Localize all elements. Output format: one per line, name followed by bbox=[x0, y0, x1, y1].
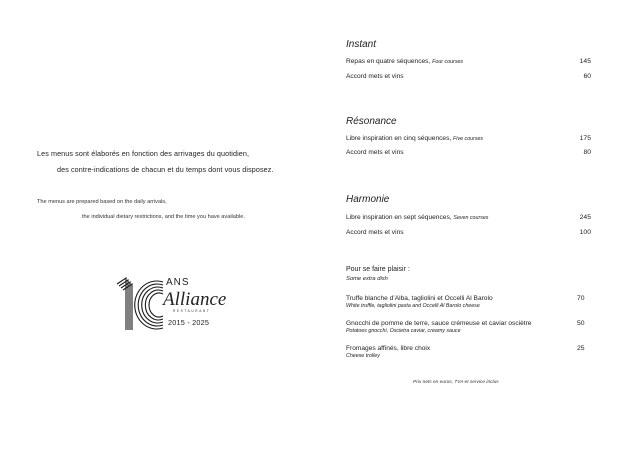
intro-fr-line-2: des contre-indications de chacun et du temps dont vous disposez. bbox=[57, 165, 274, 174]
intro-fr-line-1: Les menus sont élaborés en fonction des arrivages du quotidien, bbox=[37, 149, 250, 158]
extra-dish bbox=[346, 295, 566, 309]
price-footnote: Prix nets en euros, TVA et service inclus bbox=[413, 380, 499, 385]
dish-price: 50 bbox=[577, 320, 585, 327]
extra-dish bbox=[346, 320, 566, 334]
dish-label: Fromages affinés, libre choix bbox=[346, 345, 431, 352]
row-label-en: Five courses bbox=[453, 136, 484, 142]
menu-row bbox=[346, 58, 591, 68]
menu-title-instant: Instant bbox=[346, 39, 377, 50]
extra-title: Pour se faire plaisir : bbox=[346, 266, 410, 273]
row-price: 80 bbox=[583, 149, 591, 156]
menu-row bbox=[346, 73, 591, 83]
row-label-en: Four courses bbox=[432, 59, 464, 65]
row-label-en: Seven courses bbox=[453, 215, 489, 221]
row-price: 145 bbox=[579, 58, 591, 65]
row-label: Libre inspiration en sept séquences, bbox=[346, 214, 452, 221]
row-price: 100 bbox=[579, 229, 591, 236]
menu-row bbox=[346, 135, 591, 145]
anniversary-logo bbox=[115, 276, 245, 336]
menu-row bbox=[346, 229, 591, 239]
extra-dish bbox=[346, 345, 566, 359]
row-label: Accord mets et vins bbox=[346, 229, 404, 236]
logo-subtitle: RESTAURANT bbox=[173, 309, 211, 313]
menu-title-harmonie: Harmonie bbox=[346, 194, 390, 205]
row-price: 175 bbox=[579, 135, 591, 142]
logo-name: Alliance bbox=[163, 289, 227, 310]
menu-title-resonance: Résonance bbox=[346, 116, 397, 127]
dish-label-en: Potatoes gnocchi, Oscietra caviar, creamy sauce bbox=[346, 328, 461, 334]
dish-price: 25 bbox=[577, 345, 585, 352]
row-label: Libre inspiration en cinq séquences, bbox=[346, 135, 452, 142]
dish-label: Truffe blanche d’Alba, tagliolini et Occelli Al Barolo bbox=[346, 295, 493, 302]
dish-label-en: Cheese trolley bbox=[346, 353, 380, 359]
logo-ans: ANS bbox=[166, 277, 190, 288]
dish-price: 70 bbox=[577, 295, 585, 302]
row-label: Accord mets et vins bbox=[346, 149, 404, 156]
row-label: Repas en quatre séquences, bbox=[346, 58, 431, 65]
dish-label: Gnocchi de pomme de terre, sauce crémeuse et caviar osciètre bbox=[346, 320, 532, 327]
row-price: 60 bbox=[583, 73, 591, 80]
dish-label-en: White truffle, tagliolini pasta and Occelli Al Barolo cheese bbox=[346, 303, 480, 309]
intro-en-line-1: The menus are prepared based on the daily arrivals, bbox=[37, 199, 167, 205]
row-price: 245 bbox=[579, 214, 591, 221]
intro-en-line-2: the individual dietary restrictions, and the time you have available. bbox=[82, 214, 245, 220]
logo-number-mark bbox=[115, 276, 167, 336]
row-label: Accord mets et vins bbox=[346, 73, 404, 80]
extra-subtitle: Some extra dish bbox=[346, 276, 388, 282]
logo-years: 2015 - 2025 bbox=[168, 318, 210, 327]
menu-row bbox=[346, 214, 591, 224]
menu-row bbox=[346, 149, 591, 159]
